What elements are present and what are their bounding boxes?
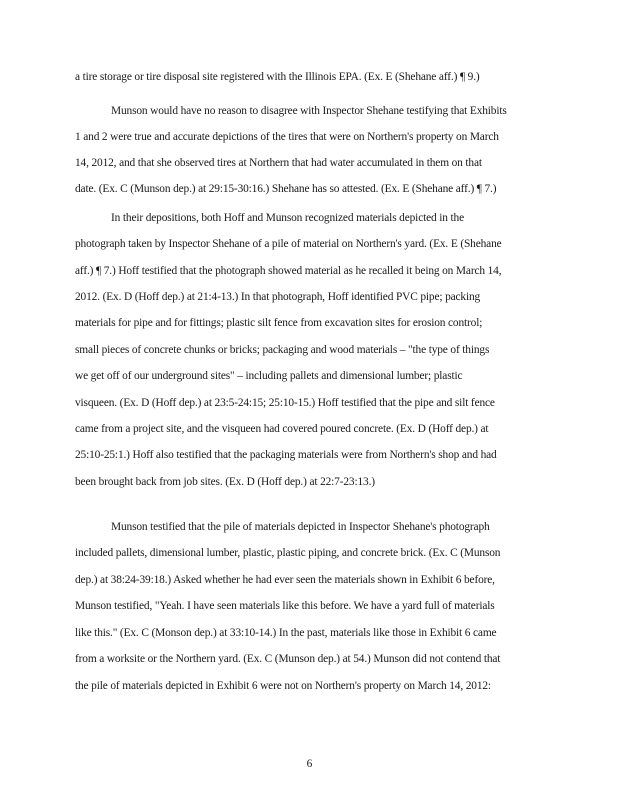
paragraph-start-line: Munson testified that the pile of materials depicted in Inspector Shehane's photograph: [111, 521, 490, 533]
text-line: 14, 2012, and that she observed tires at Northern that had water accumulated in them on that: [75, 157, 482, 169]
text-line: visqueen. (Ex. D (Hoff dep.) at 23:5-24:15; 25:10-15.) Hoff testified that the pipe and silt fence: [75, 397, 495, 409]
text-line: we get off of our underground sites" – including pallets and dimensional lumber; plastic: [75, 370, 463, 382]
page-number: 6: [306, 758, 313, 770]
text-line: small pieces of concrete chunks or bricks; packaging and wood materials – "the type of things: [75, 344, 490, 356]
text-line: included pallets, dimensional lumber, plastic, plastic piping, and concrete brick. (Ex. C (Munson: [75, 547, 501, 559]
text-line: the pile of materials depicted in Exhibit 6 were not on Northern's property on March 14, 2012:: [75, 680, 491, 692]
text-line: materials for pipe and for fittings; plastic silt fence from excavation sites for erosion control;: [75, 317, 483, 329]
text-line: 2012. (Ex. D (Hoff dep.) at 21:4-13.) In that photograph, Hoff identified PVC pipe; packing: [75, 291, 481, 303]
paragraph-start-line: Munson would have no reason to disagree with Inspector Shehane testifying that Exhibits: [111, 105, 507, 117]
text-line: 1 and 2 were true and accurate depictions of the tires that were on Northern's property on March: [75, 131, 499, 143]
text-line: from a worksite or the Northern yard. (Ex. C (Munson dep.) at 54.) Munson did not contend that: [75, 653, 501, 665]
text-line: photograph taken by Inspector Shehane of a pile of material on Northern's yard. (Ex. E (Shehane: [75, 238, 502, 250]
paragraph-start-line: In their depositions, both Hoff and Munson recognized materials depicted in the: [111, 212, 464, 224]
text-line: date. (Ex. C (Munson dep.) at 29:15-30:16.) Shehane has so attested. (Ex. E (Shehane aff.) ¶ 7.): [75, 183, 497, 195]
text-line: aff.) ¶ 7.) Hoff testified that the photograph showed material as he recalled it being on March 14,: [75, 265, 502, 277]
text-line: like this." (Ex. C (Monson dep.) at 33:10-14.) In the past, materials like those in Exhibit 6 came: [75, 627, 497, 639]
text-line: 25:10-25:1.) Hoff also testified that the packaging materials were from Northern's shop and had: [75, 449, 497, 461]
text-line: dep.) at 38:24-39:18.) Asked whether he had ever seen the materials shown in Exhibit 6 before,: [75, 574, 495, 586]
text-line: been brought back from job sites. (Ex. D (Hoff dep.) at 22:7-23:13.): [75, 476, 375, 488]
text-line: a tire storage or tire disposal site registered with the Illinois EPA. (Ex. E (Shehane aff.) ¶ 9.): [75, 71, 480, 83]
text-line: came from a project site, and the visqueen had covered poured concrete. (Ex. D (Hoff dep.) at: [75, 423, 489, 435]
text-line: Munson testified, "Yeah. I have seen materials like this before. We have a yard full of materials: [75, 600, 495, 612]
